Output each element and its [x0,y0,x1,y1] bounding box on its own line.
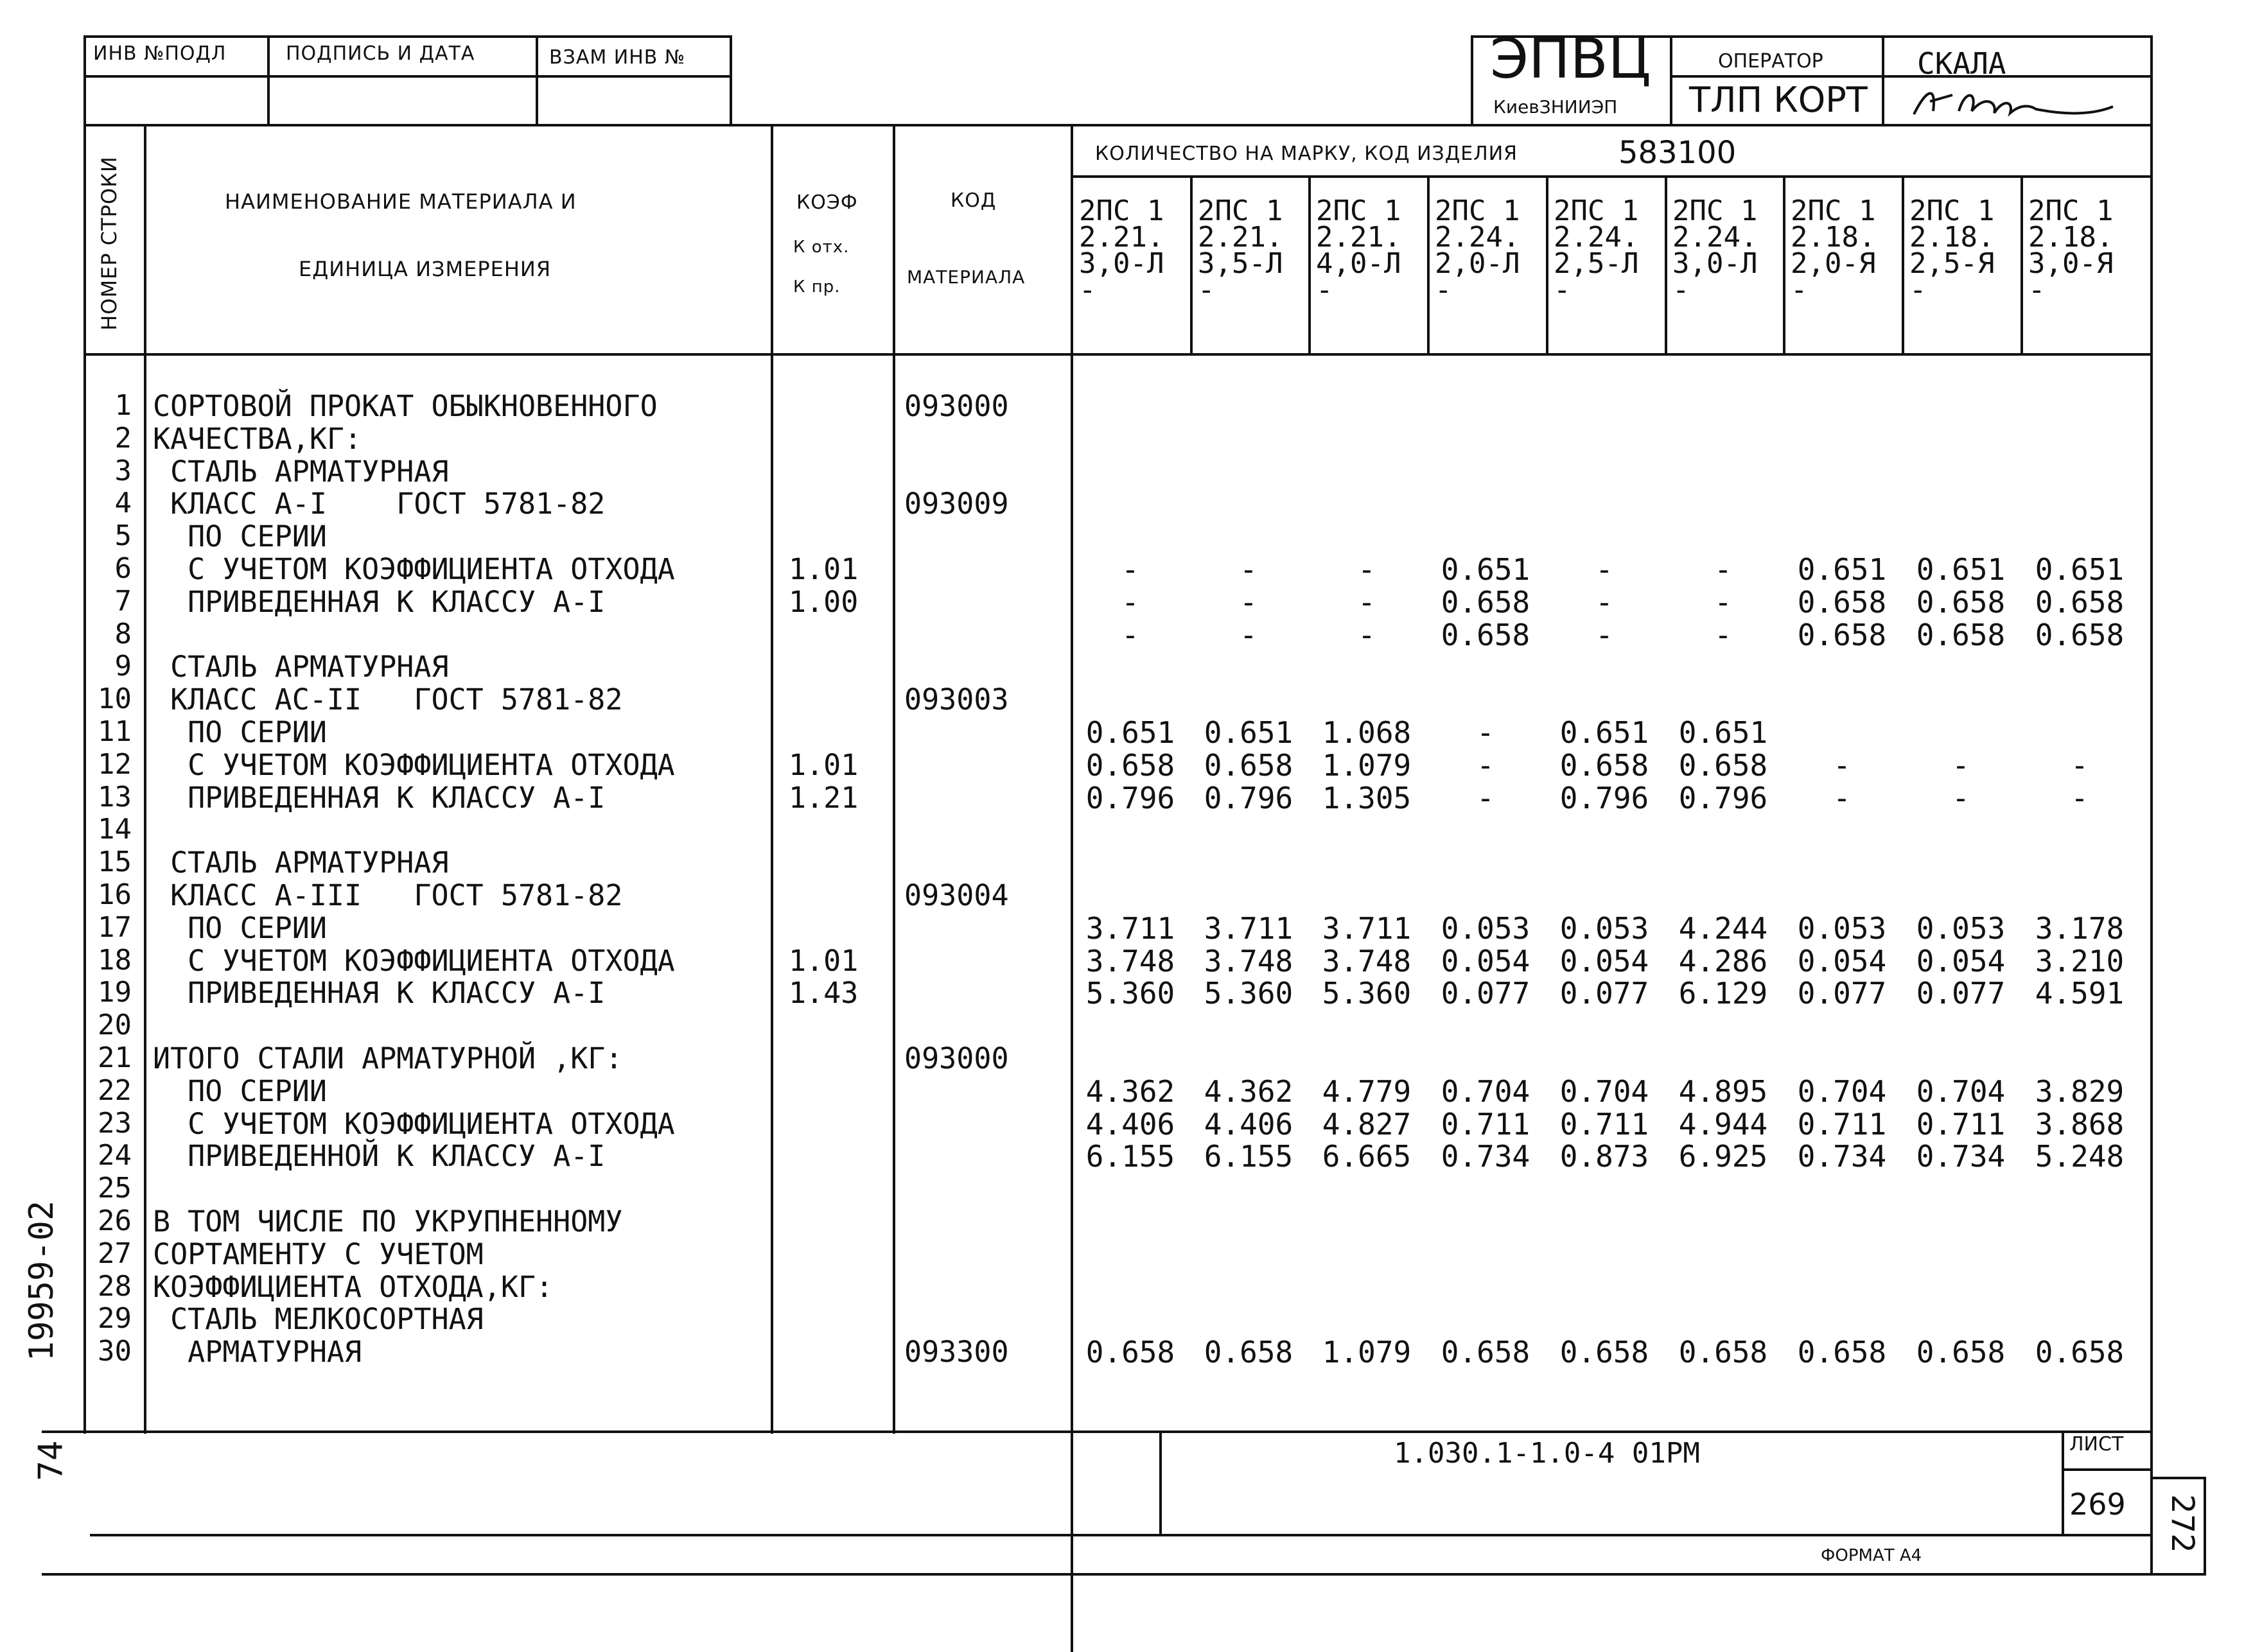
row-value-col-2: 0.796 [1204,780,1293,815]
row-material-text: АРМАТУРНАЯ [153,1335,362,1369]
nomer-stroki-header: НОМЕР СТРОКИ [97,156,121,331]
skala-label: СКАЛА [1917,46,2006,81]
row-coef: 1.01 [789,943,859,978]
row-value-col-2: 5.360 [1204,976,1293,1011]
row-number: 2 [114,421,132,455]
row-material-text: С УЧЕТОМ КОЭФФИЦИЕНТА ОТХОДА [153,747,675,782]
row-value-col-3: - [1358,584,1376,620]
row-number: 13 [98,780,132,813]
row-value-col-9: 4.591 [2035,976,2125,1011]
row-coef: 1.21 [789,780,859,815]
row-number: 28 [98,1269,132,1303]
row-value-col-7: 0.734 [1797,1139,1887,1174]
row-number: 30 [98,1335,132,1368]
row-value-col-1: 5.360 [1085,976,1175,1011]
row-value-col-4: 0.658 [1441,584,1530,620]
row-value-col-4: 0.704 [1441,1074,1530,1109]
side-doc-number: 19959-02 [22,1200,62,1362]
mark-header-4: 2ПС 1 2.24. 2,0-Л - [1435,195,1520,306]
row-value-col-1: 0.658 [1085,1335,1175,1370]
row-value-col-7: 0.711 [1797,1106,1887,1142]
row-material-code: 093009 [904,487,1009,521]
row-value-col-3: 3.748 [1322,943,1412,978]
row-material-text: С УЧЕТОМ КОЭФФИЦИЕНТА ОТХОДА [153,943,675,978]
row-value-col-8: 0.053 [1916,910,2006,946]
row-number: 12 [98,747,132,781]
row-value-col-5: 0.658 [1559,1335,1649,1370]
row-number: 29 [98,1302,132,1335]
row-number: 27 [98,1237,132,1270]
row-value-col-5: 0.711 [1559,1106,1649,1142]
row-material-text: С УЧЕТОМ КОЭФФИЦИЕНТА ОТХОДА [153,1106,675,1141]
row-material-text: ПО СЕРИИ [153,910,327,945]
operator-value: ТЛП КОРТ [1689,80,1868,120]
row-value-col-4: - [1477,715,1495,750]
row-number: 1 [114,389,132,422]
row-material-text: ПО СЕРИИ [153,1074,327,1108]
row-value-col-6: 6.925 [1678,1139,1768,1174]
row-material-code: 093000 [904,1041,1009,1075]
list-label: ЛИСТ [2069,1433,2124,1456]
row-value-col-4: 0.658 [1441,617,1530,652]
row-value-col-1: - [1121,552,1139,587]
row-value-col-6: 4.895 [1678,1074,1768,1109]
row-value-col-1: 0.658 [1085,747,1175,783]
koef-header: КОЭФ [796,191,858,214]
row-material-text: КЛАСС А-III ГОСТ 5781-82 [153,878,623,912]
row-material-text: С УЧЕТОМ КОЭФФИЦИЕНТА ОТХОДА [153,552,675,586]
kod-izdeliya: 583100 [1618,135,1737,171]
row-number: 16 [98,878,132,911]
row-number: 8 [114,617,132,650]
row-material-text: ПО СЕРИИ [153,519,327,554]
row-value-col-2: 4.362 [1204,1074,1293,1109]
row-value-col-1: 4.406 [1085,1106,1175,1142]
mark-header-5: 2ПС 1 2.24. 2,5-Л - [1554,195,1639,306]
row-value-col-5: 0.054 [1559,943,1649,978]
row-value-col-2: 0.658 [1204,747,1293,783]
row-value-col-7: 0.054 [1797,943,1887,978]
k-pr-header: К пр. [793,277,841,297]
naimenovanie-header-1: НАИМЕНОВАНИЕ МАТЕРИАЛА И [225,189,577,214]
row-value-col-4: 0.711 [1441,1106,1530,1142]
row-value-col-9: - [2071,747,2089,783]
row-value-col-3: - [1358,617,1376,652]
side-number-2: 74 [31,1440,71,1481]
row-material-code: 093004 [904,878,1009,912]
row-material-text: ПРИВЕДЕННАЯ К КЛАССУ А-I [153,780,606,815]
row-value-col-8: 0.077 [1916,976,2006,1011]
row-value-col-8: 0.658 [1916,1335,2006,1370]
row-value-col-9: 3.178 [2035,910,2125,946]
row-value-col-5: 0.651 [1559,715,1649,750]
doc-code: 1.030.1-1.0-4 01РМ [1394,1437,1700,1470]
mark-header-7: 2ПС 1 2.18. 2,0-Я - [1791,195,1876,306]
row-value-col-3: 5.360 [1322,976,1412,1011]
mark-header-6: 2ПС 1 2.24. 3,0-Л - [1672,195,1758,306]
row-value-col-3: 4.827 [1322,1106,1412,1142]
row-number: 20 [98,1009,132,1042]
row-value-col-7: - [1833,780,1851,815]
row-value-col-5: 0.796 [1559,780,1649,815]
row-value-col-6: - [1714,552,1732,587]
row-value-col-8: 0.651 [1916,552,2006,587]
mark-header-8: 2ПС 1 2.18. 2,5-Я - [1909,195,1995,306]
row-value-col-5: 0.704 [1559,1074,1649,1109]
row-value-col-4: 0.077 [1441,976,1530,1011]
row-value-col-7: - [1833,747,1851,783]
mark-header-9: 2ПС 1 2.18. 3,0-Я - [2028,195,2114,306]
row-value-col-3: 1.068 [1322,715,1412,750]
org-subname: КиевЗНИИЭП [1493,96,1618,117]
row-material-text: СТАЛЬ АРМАТУРНАЯ [153,846,449,880]
row-value-col-7: 0.053 [1797,910,1887,946]
side-number: 272 [2164,1494,2200,1553]
row-number: 15 [98,846,132,879]
row-coef: 1.43 [789,976,859,1011]
row-material-text: ПРИВЕДЕННАЯ К КЛАССУ А-I [153,584,606,619]
row-value-col-5: 0.873 [1559,1139,1649,1174]
row-value-col-6: 0.651 [1678,715,1768,750]
format-label: ФОРМАТ А4 [1821,1546,1922,1565]
row-number: 19 [98,976,132,1009]
row-number: 22 [98,1074,132,1107]
operator-label: ОПЕРАТОР [1718,50,1823,73]
naimenovanie-header-2: ЕДИНИЦА ИЗМЕРЕНИЯ [299,257,552,281]
row-number: 4 [114,487,132,520]
row-material-text: СТАЛЬ МЕЛКОСОРТНАЯ [153,1302,484,1337]
row-material-text: ПРИВЕДЕННАЯ К КЛАССУ А-I [153,976,606,1011]
row-value-col-9: 3.210 [2035,943,2125,978]
row-value-col-6: 4.244 [1678,910,1768,946]
row-value-col-4: 0.053 [1441,910,1530,946]
row-value-col-5: 0.658 [1559,747,1649,783]
row-value-col-1: 4.362 [1085,1074,1175,1109]
row-value-col-8: 0.734 [1916,1139,2006,1174]
row-value-col-8: 0.711 [1916,1106,2006,1142]
row-material-text: КОЭФФИЦИЕНТА ОТХОДА,КГ: [153,1269,554,1304]
row-value-col-2: 6.155 [1204,1139,1293,1174]
row-value-col-1: 6.155 [1085,1139,1175,1174]
row-value-col-4: - [1477,780,1495,815]
row-material-text: В ТОМ ЧИСЛЕ ПО УКРУПНЕННОМУ [153,1204,623,1239]
row-material-text: ИТОГО СТАЛИ АРМАТУРНОЙ ,КГ: [153,1041,623,1075]
row-value-col-1: 0.796 [1085,780,1175,815]
row-value-col-9: 0.658 [2035,617,2125,652]
row-value-col-9: 0.651 [2035,552,2125,587]
row-value-col-3: 3.711 [1322,910,1412,946]
row-value-col-4: 0.658 [1441,1335,1530,1370]
row-value-col-6: - [1714,617,1732,652]
row-value-col-3: 1.305 [1322,780,1412,815]
row-number: 23 [98,1106,132,1140]
row-value-col-9: 5.248 [2035,1139,2125,1174]
row-value-col-2: 4.406 [1204,1106,1293,1142]
row-value-col-8: 0.658 [1916,617,2006,652]
row-number: 24 [98,1139,132,1172]
row-material-text: СТАЛЬ АРМАТУРНАЯ [153,454,449,489]
row-value-col-9: 3.829 [2035,1074,2125,1109]
org-name: ЭПВЦ [1490,27,1651,91]
row-value-col-2: - [1240,617,1258,652]
row-value-col-7: 0.704 [1797,1074,1887,1109]
kod-header: КОД [951,189,997,212]
row-value-col-6: - [1714,584,1732,620]
row-value-col-5: - [1595,617,1613,652]
row-value-col-4: - [1477,747,1495,783]
row-value-col-7: 0.077 [1797,976,1887,1011]
row-material-code: 093000 [904,389,1009,423]
row-value-col-8: - [1952,747,1970,783]
row-material-text: СОРТОВОЙ ПРОКАТ ОБЫКНОВЕННОГО [153,389,658,423]
row-value-col-4: 0.734 [1441,1139,1530,1174]
materiala-header: МАТЕРИАЛА [907,266,1026,288]
row-number: 9 [114,650,132,683]
row-coef: 1.01 [789,747,859,782]
row-material-code: 093003 [904,683,1009,717]
mark-header-1: 2ПС 1 2.21. 3,0-Л - [1079,195,1164,306]
row-material-text: КЛАСС А-I ГОСТ 5781-82 [153,487,606,521]
row-value-col-8: 0.658 [1916,584,2006,620]
row-value-col-2: 0.651 [1204,715,1293,750]
row-value-col-1: 3.748 [1085,943,1175,978]
row-value-col-1: - [1121,584,1139,620]
row-value-col-9: 0.658 [2035,584,2125,620]
row-value-col-2: - [1240,584,1258,620]
row-value-col-8: 0.054 [1916,943,2006,978]
row-number: 11 [98,715,132,748]
row-value-col-6: 0.658 [1678,747,1768,783]
row-coef: 1.01 [789,552,859,586]
row-value-col-2: 0.658 [1204,1335,1293,1370]
row-material-text: СОРТАМЕНТУ С УЧЕТОМ [153,1237,484,1271]
k-otx-header: К отх. [793,238,850,257]
row-value-col-3: 6.665 [1322,1139,1412,1174]
vzam-inv-label: ВЗАМ ИНВ № [549,46,686,69]
row-value-col-7: 0.658 [1797,1335,1887,1370]
row-value-col-3: 1.079 [1322,747,1412,783]
row-value-col-2: 3.748 [1204,943,1293,978]
row-material-text: КЛАСС АС-II ГОСТ 5781-82 [153,683,623,717]
row-number: 3 [114,454,132,487]
row-number: 17 [98,910,132,944]
row-value-col-5: - [1595,584,1613,620]
mark-header-3: 2ПС 1 2.21. 4,0-Л - [1316,195,1401,306]
podpis-data-label: ПОДПИСЬ И ДАТА [286,42,475,65]
row-value-col-5: - [1595,552,1613,587]
row-material-code: 093300 [904,1335,1009,1369]
signature [1901,76,2126,127]
row-value-col-2: - [1240,552,1258,587]
row-value-col-5: 0.053 [1559,910,1649,946]
row-number: 5 [114,519,132,553]
row-value-col-6: 0.796 [1678,780,1768,815]
row-value-col-3: 1.079 [1322,1335,1412,1370]
row-value-col-1: 0.651 [1085,715,1175,750]
row-value-col-5: 0.077 [1559,976,1649,1011]
row-value-col-6: 4.944 [1678,1106,1768,1142]
row-number: 14 [98,813,132,846]
row-value-col-7: 0.658 [1797,617,1887,652]
row-material-text: СТАЛЬ АРМАТУРНАЯ [153,650,449,684]
row-value-col-9: 3.868 [2035,1106,2125,1142]
row-number: 10 [98,683,132,716]
row-value-col-3: 4.779 [1322,1074,1412,1109]
row-value-col-3: - [1358,552,1376,587]
mark-header-2: 2ПС 1 2.21. 3,5-Л - [1198,195,1283,306]
row-value-col-9: 0.658 [2035,1335,2125,1370]
row-value-col-7: 0.658 [1797,584,1887,620]
row-number: 21 [98,1041,132,1074]
row-value-col-8: 0.704 [1916,1074,2006,1109]
row-value-col-1: - [1121,617,1139,652]
row-number: 26 [98,1204,132,1237]
row-number: 18 [98,943,132,977]
list-number: 269 [2069,1487,2126,1522]
kolichestvo-header: КОЛИЧЕСТВО НА МАРКУ, КОД ИЗДЕЛИЯ [1095,143,1518,165]
row-value-col-4: 0.054 [1441,943,1530,978]
row-material-text: КАЧЕСТВА,КГ: [153,421,362,456]
row-coef: 1.00 [789,584,859,619]
row-value-col-7: 0.651 [1797,552,1887,587]
row-value-col-8: - [1952,780,1970,815]
row-number: 7 [114,584,132,618]
row-value-col-1: 3.711 [1085,910,1175,946]
row-value-col-6: 6.129 [1678,976,1768,1011]
row-number: 25 [98,1172,132,1205]
row-value-col-4: 0.651 [1441,552,1530,587]
inv-podl-label: ИНВ №ПОДЛ [93,42,227,65]
row-value-col-9: - [2071,780,2089,815]
row-value-col-6: 4.286 [1678,943,1768,978]
row-number: 6 [114,552,132,585]
row-material-text: ПО СЕРИИ [153,715,327,749]
row-material-text: ПРИВЕДЕННОЙ К КЛАССУ А-I [153,1139,606,1174]
row-value-col-2: 3.711 [1204,910,1293,946]
row-value-col-6: 0.658 [1678,1335,1768,1370]
